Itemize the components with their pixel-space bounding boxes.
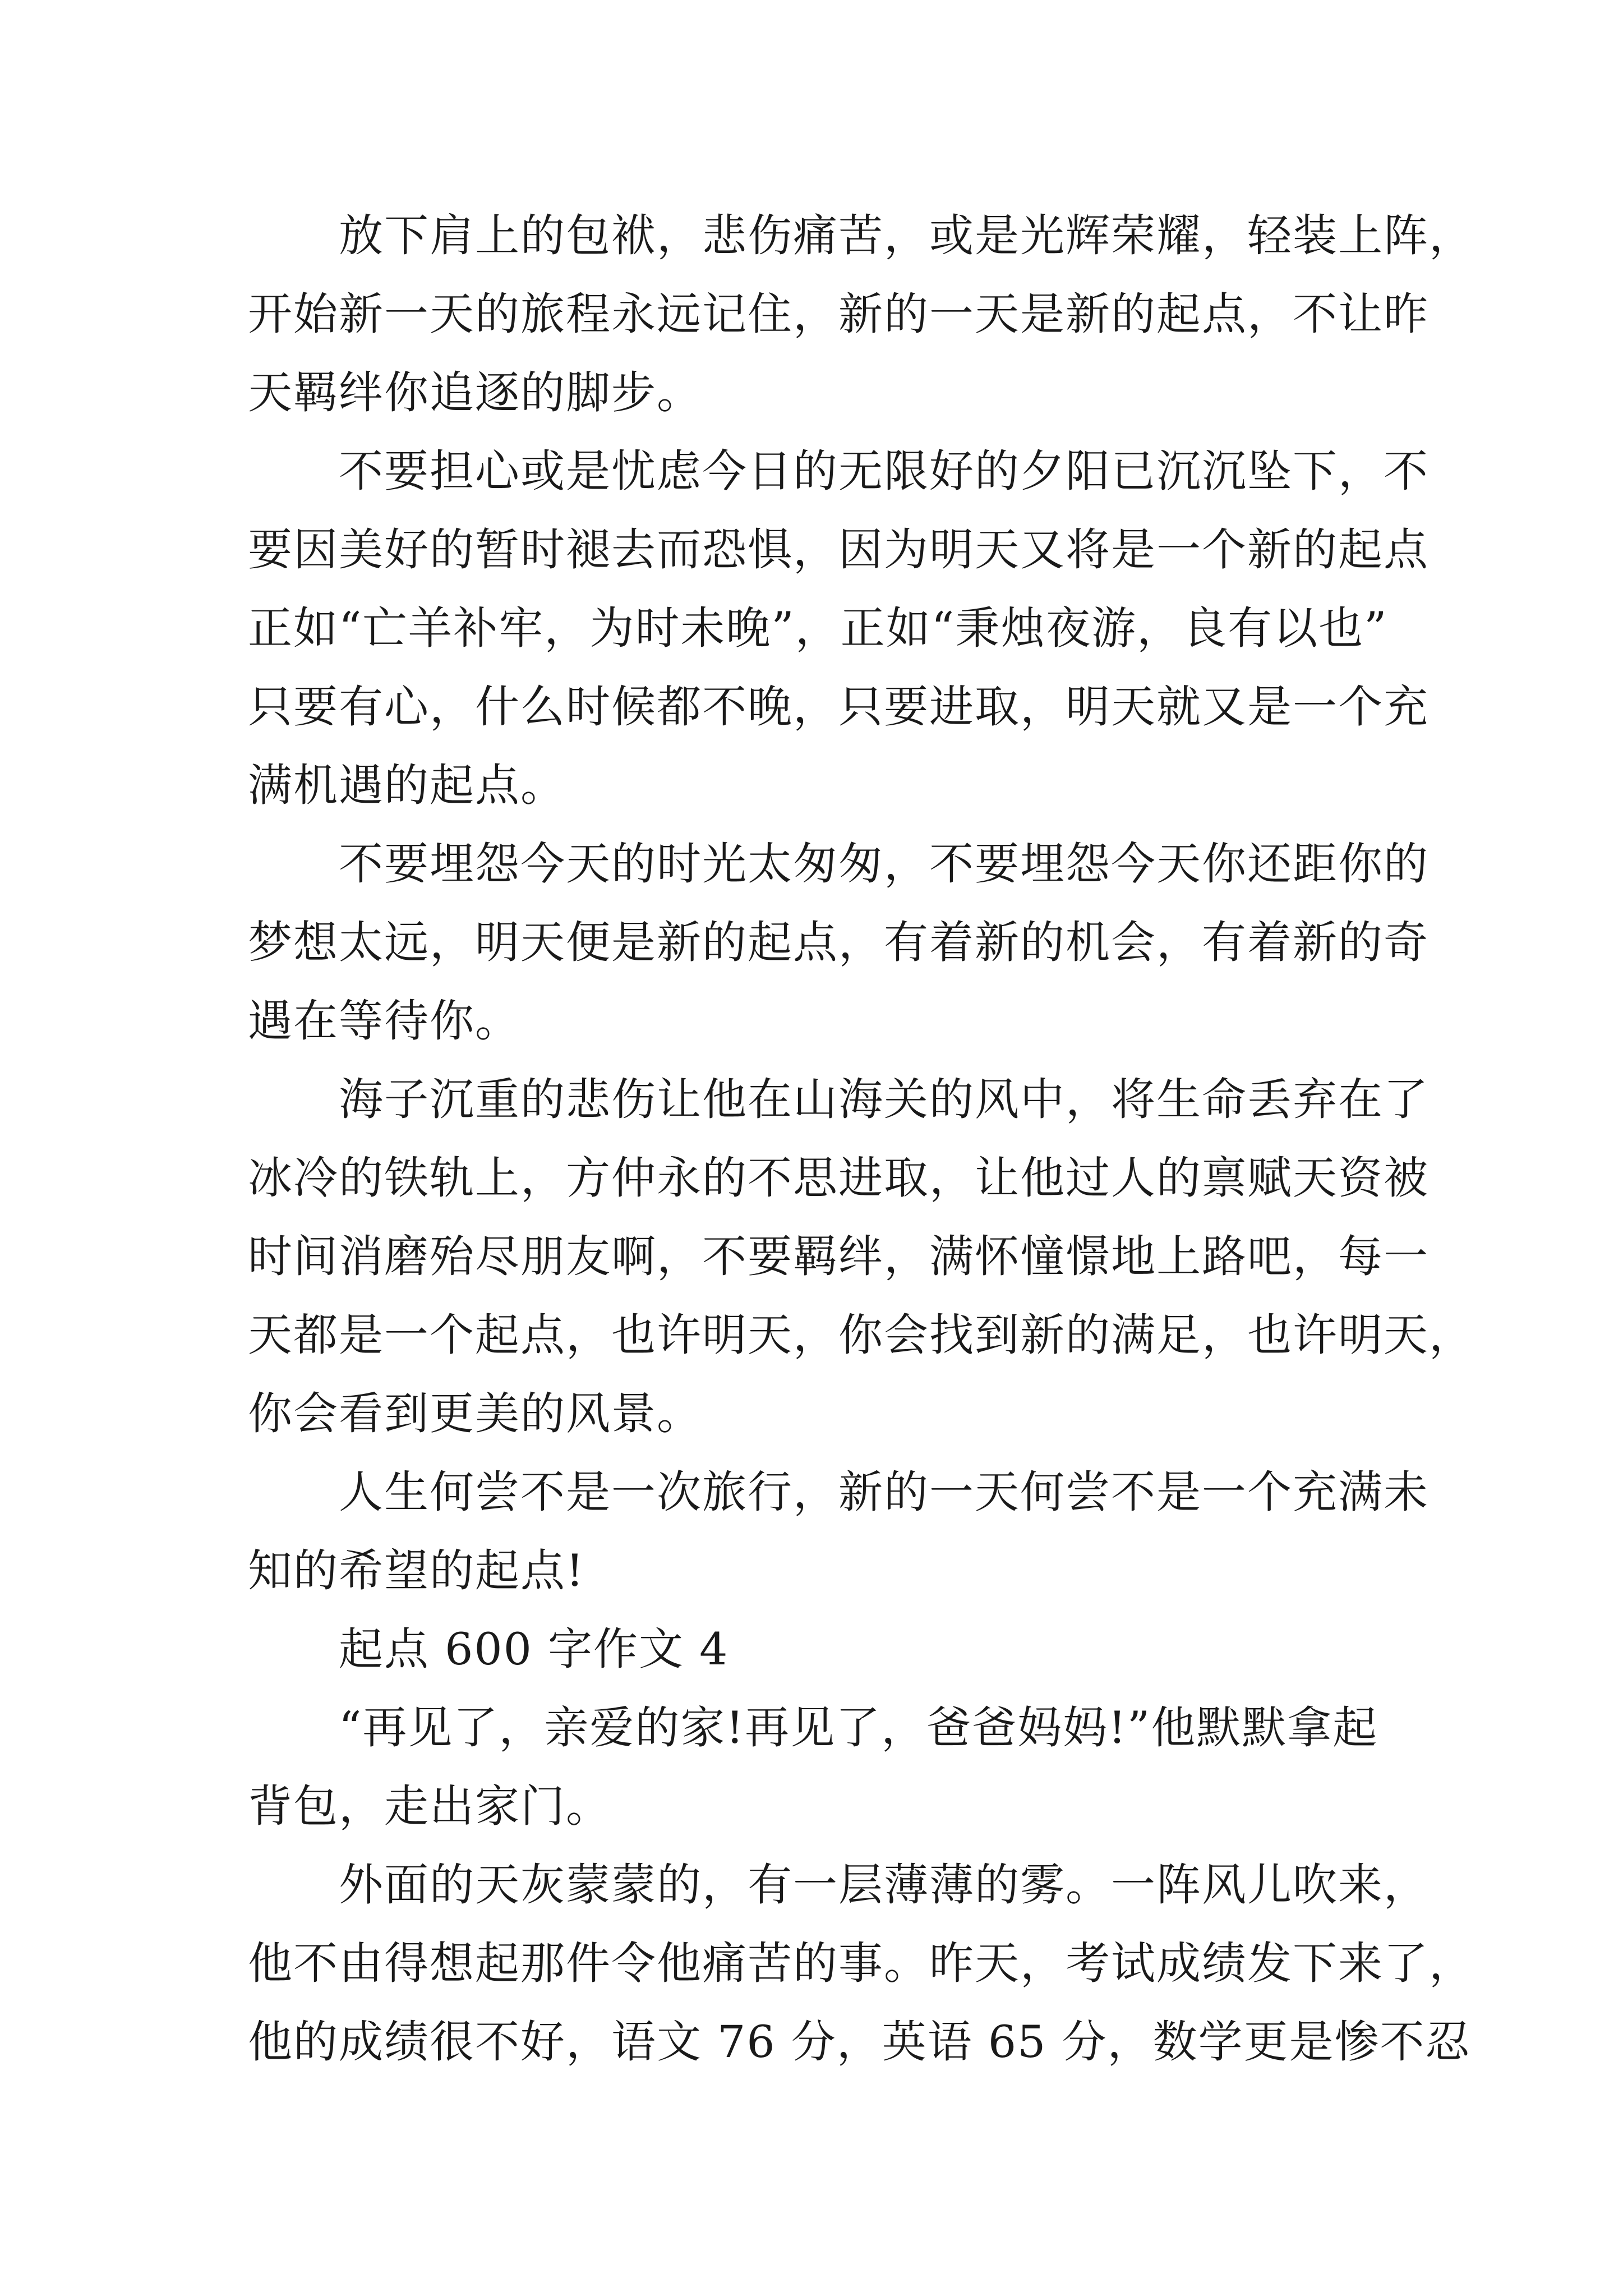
text-line: 天羁绊你追逐的脚步。 <box>248 367 702 418</box>
text-line: 不要埋怨今天的时光太匆匆，不要埋怨今天你还距你的 <box>339 838 1429 890</box>
text-line: 梦想太远，明天便是新的起点，有着新的机会，有着新的奇 <box>248 917 1429 968</box>
text-line: 要因美好的暂时褪去而恐惧，因为明天又将是一个新的起点 <box>248 524 1429 576</box>
heading-text: 起点 600 字作文 4 <box>339 1623 729 1675</box>
text-line: 开始新一天的旅程永远记住，新的一天是新的起点，不让昨 <box>248 288 1429 340</box>
text-line: 他不由得想起那件令他痛苦的事。昨天，考试成绩发下来了， <box>248 1938 1474 1989</box>
text-line: 背包，走出家门。 <box>248 1780 611 1832</box>
text-line: 他的成绩很不好，语文 76 分，英语 65 分，数学更是惨不忍 <box>248 2016 1471 2068</box>
paragraph <box>248 1453 1429 1610</box>
text-line: 时间消磨殆尽朋友啊，不要羁绊，满怀憧憬地上路吧，每一 <box>248 1231 1429 1282</box>
text-line: 天都是一个起点，也许明天，你会找到新的满足，也许明天， <box>248 1309 1474 1361</box>
text-line: 不要担心或是忧虑今日的无限好的夕阳已沉沉坠下，不 <box>339 445 1429 497</box>
paragraph <box>248 1688 1392 1846</box>
text-line: 遇在等待你。 <box>248 995 520 1047</box>
document-body <box>248 196 1474 2081</box>
paragraph <box>248 432 1429 825</box>
paragraph <box>248 196 1474 432</box>
text-line: 人生何尝不是一次旅行，新的一天何尝不是一个充满未 <box>339 1466 1429 1518</box>
text-line: 外面的天灰蒙蒙的，有一层薄薄的雾。一阵风儿吹来， <box>339 1859 1429 1911</box>
text-line: 满机遇的起点。 <box>248 760 566 811</box>
text-line: 放下肩上的包袱，悲伤痛苦，或是光辉荣耀，轻装上阵， <box>339 210 1474 261</box>
section-heading <box>248 1610 1392 1688</box>
text-line: “再见了，亲爱的家!再见了，爸爸妈妈!”他默默拿起 <box>339 1702 1378 1754</box>
paragraph <box>248 825 1429 1060</box>
text-line: 只要有心，什么时候都不晚，只要进取，明天就又是一个充 <box>248 681 1429 733</box>
paragraph <box>248 1060 1474 1453</box>
text-line: 你会看到更美的风景。 <box>248 1388 702 1439</box>
text-line: 知的希望的起点! <box>248 1545 585 1596</box>
paragraph <box>248 1846 1474 2081</box>
text-line: 冰冷的铁轨上，方仲永的不思进取，让他过人的禀赋天资被 <box>248 1152 1429 1204</box>
text-line: 正如“亡羊补牢，为时未晚”，正如“秉烛夜游，良有以也” <box>248 602 1388 654</box>
text-line: 海子沉重的悲伤让他在山海关的风中，将生命丢弃在了 <box>339 1074 1429 1125</box>
